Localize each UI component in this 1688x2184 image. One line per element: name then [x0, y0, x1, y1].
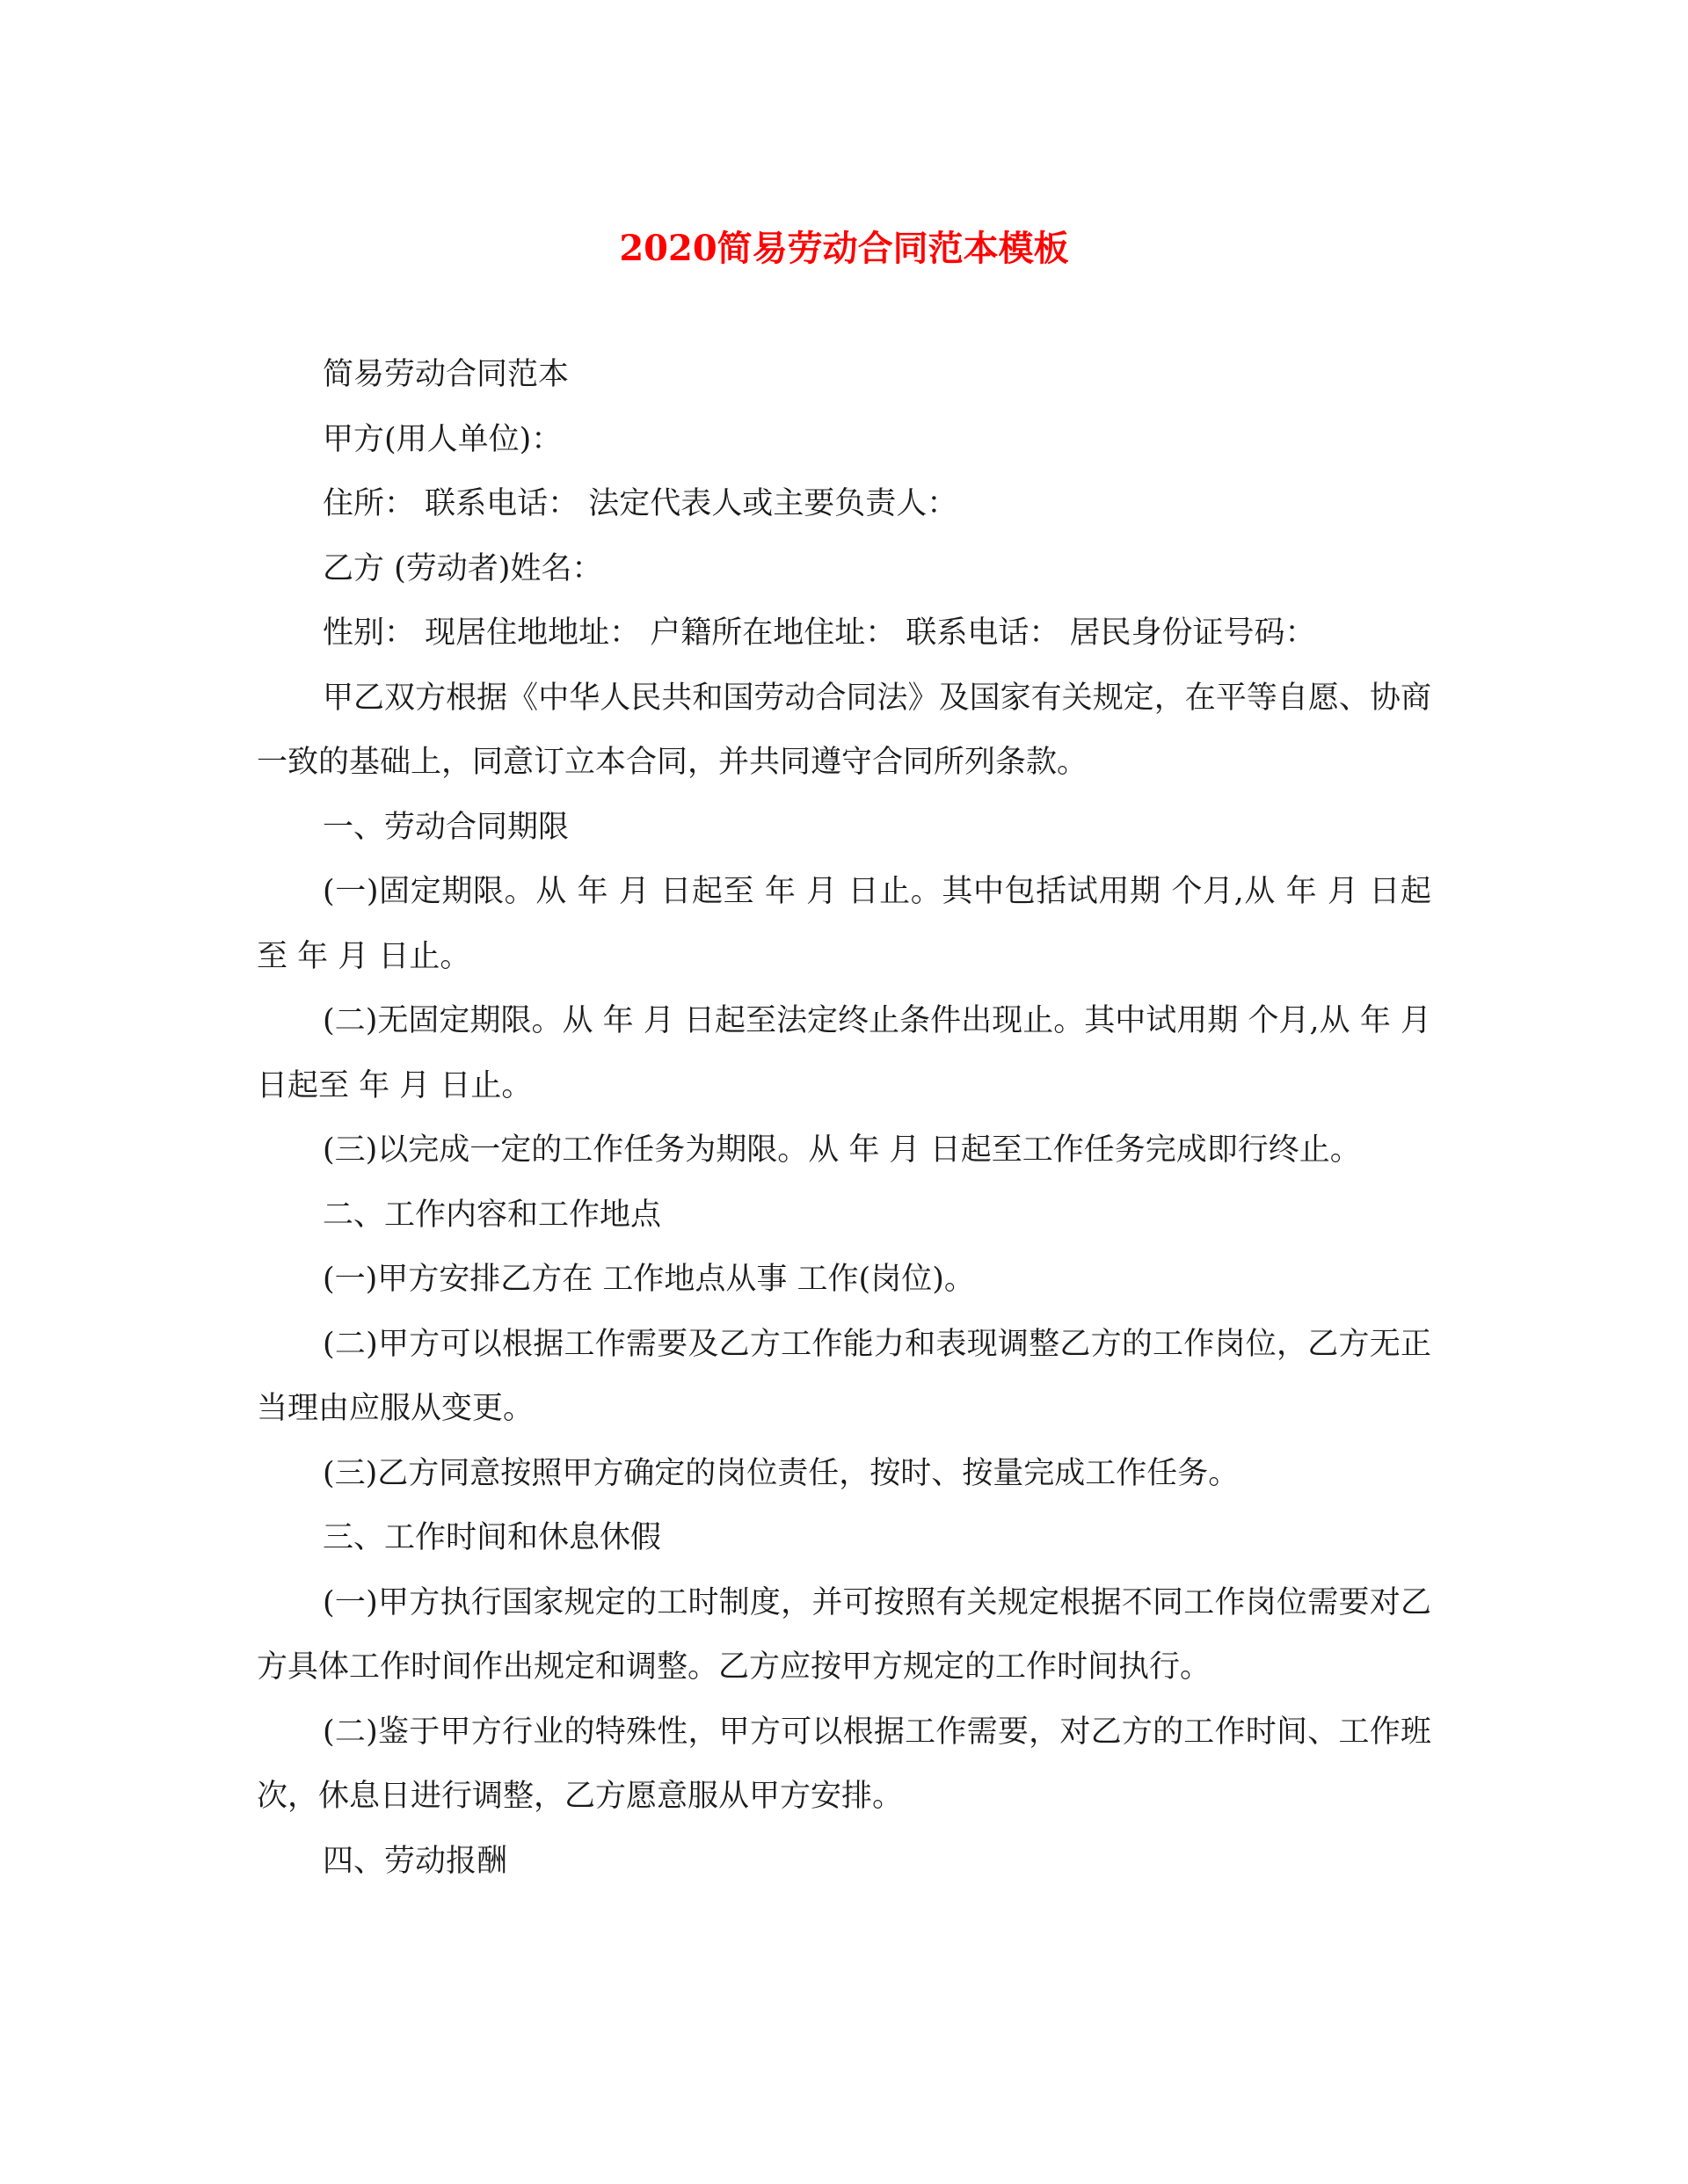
clause-2-1: (一)甲方安排乙方在 工作地点从事 工作(岗位)。 [323, 1262, 975, 1297]
clause-1-2: (二)无固定期限。从 年 月 日起至法定终止条件出现止。其中试用期 个月,从 年 月 日起至 年 月 日止。 [257, 1003, 1431, 1103]
clause-2-3: (三)乙方同意按照甲方确定的岗位责任，按时、按量完成工作任务。 [323, 1455, 1240, 1491]
document-body [257, 343, 1431, 1894]
section-heading-4: 四、劳动报酬 [323, 1843, 508, 1879]
party-a-line: 甲方(用人单位)： [323, 421, 563, 457]
clause-2-2: (二)甲方可以根据工作需要及乙方工作能力和表现调整乙方的工作岗位，乙方无正当理由应服从变更。 [257, 1326, 1431, 1426]
section-heading-1: 一、劳动合同期限 [323, 809, 570, 845]
clause-3-1: (一)甲方执行国家规定的工时制度，并可按照有关规定根据不同工作岗位需要对乙方具体工作时间作出规定和调整。乙方应按甲方规定的工作时间执行。 [257, 1584, 1431, 1685]
party-b-details: 性别： 现居住地地址： 户籍所在地住址： 联系电话： 居民身份证号码： [323, 615, 1316, 651]
document-title: 2020简易劳动合同范本模板 [619, 228, 1069, 269]
section-heading-3: 三、工作时间和休息休假 [323, 1520, 662, 1555]
clause-3-2: (二)鉴于甲方行业的特殊性，甲方可以根据工作需要，对乙方的工作时间、工作班次，休息日进行调整，乙方愿意服从甲方安排。 [257, 1714, 1431, 1814]
heading-contract-name: 简易劳动合同范本 [323, 357, 570, 392]
party-b-line: 乙方 (劳动者)姓名： [323, 550, 603, 586]
section-heading-2: 二、工作内容和工作地点 [323, 1197, 662, 1233]
preamble-paragraph: 甲乙双方根据《中华人民共和国劳动合同法》及国家有关规定，在平等自愿、协商一致的基础上，同意订立本合同，并共同遵守合同所列条款。 [257, 680, 1431, 780]
clause-1-3: (三)以完成一定的工作任务为期限。从 年 月 日起至工作任务完成即行终止。 [323, 1132, 1361, 1168]
party-a-details: 住所： 联系电话： 法定代表人或主要负责人： [323, 486, 958, 521]
clause-1-1: (一)固定期限。从 年 月 日起至 年 月 日止。其中包括试用期 个月,从 年 月 日起至 年 月 日止。 [257, 874, 1431, 974]
